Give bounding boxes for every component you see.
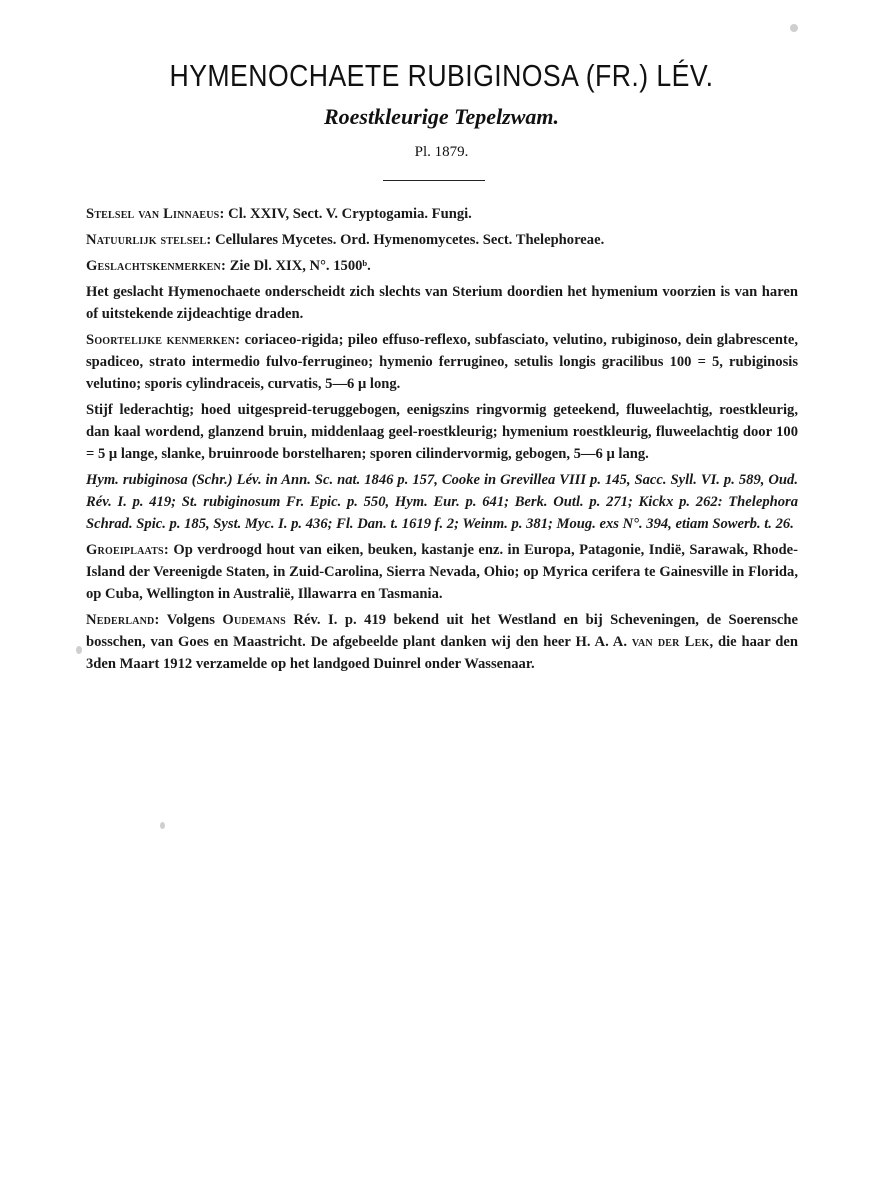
nederland-label: Nederland: bbox=[86, 612, 160, 628]
natuurlijk-label: Natuurlijk stelsel: bbox=[86, 232, 212, 248]
van-der-lek-name: van der Lek bbox=[631, 634, 710, 650]
page-title: HYMENOCHAETE RUBIGINOSA (FR.) LÉV. bbox=[169, 58, 714, 93]
oudemans-name: Oudemans bbox=[222, 612, 286, 628]
geslacht-label: Geslachtskenmerken: bbox=[86, 258, 227, 274]
plate-number: Pl. 1879. bbox=[414, 144, 469, 160]
references: Hym. rubiginosa (Schr.) Lév. in Ann. Sc. nat. 1846 p. 157, Cooke in Grevillea VIII p. 145, Sacc. Syll. VI. p. 589, Oud. Rév. I. p. 419; St. rubiginosum Fr. Epic. p. 550, Hym. Eur. p. 641; Berk. Outl. p. 271; Kickx p. 262: Thelephora Schrad. Spic. p. 185, Syst. Myc. I. p. 436; Fl. Dan. t. 1619 f. 2; Weinm. p. 381; Moug. exs N°. 394, etiam Sowerb. t. 26. bbox=[86, 472, 798, 532]
paper-speck bbox=[160, 822, 165, 829]
groei-paragraph bbox=[86, 539, 798, 605]
soort-text: coriaceo-rigida; pileo effuso-reflexo, subfasciato, velutino, rubiginoso, dein glabrescente, spadiceo, strato intermedio fulvo-ferrugineo; hymenio ferrugineo, setulis longis gracilibus 100 = 5, rubiginosis velutino; sporis cylindraceis, curvatis, 5—6 μ long. bbox=[86, 332, 798, 392]
geslacht-description: Het geslacht Hymenochaete onderscheidt zich slechts van Sterium doordien het hymenium voorzien is van haren of uitstekende zijdeachtige draden. bbox=[86, 284, 798, 322]
geslacht-text: Zie Dl. XIX, N°. 1500ᵇ. bbox=[226, 258, 371, 274]
natuurlijk-text: Cellulares Mycetes. Ord. Hymenomycetes. Sect. Thelephoreae. bbox=[211, 232, 605, 248]
groei-text: Op verdroogd hout van eiken, beuken, kastanje enz. in Europa, Patagonie, Indië, Sarawak, Rhode-Island der Vereenigde Staten, in Zuid-Carolina, Sierra Nevada, Ohio; op Myrica cerifera te Gainesville in Florida, op Cuba, Wellington in Australië, Illawarra en Tasmania. bbox=[86, 542, 798, 602]
stelsel-label: Stelsel van Linnaeus: bbox=[86, 206, 225, 222]
soort-label: Soortelijke kenmerken: bbox=[86, 332, 241, 348]
nederland-paragraph bbox=[86, 609, 798, 675]
paper-speck bbox=[76, 646, 82, 654]
stelsel-text: Cl. XXIV, Sect. V. Cryptogamia. Fungi. bbox=[224, 206, 472, 222]
divider bbox=[383, 180, 485, 181]
page-subtitle: Roestkleurige Tepelzwam. bbox=[323, 104, 560, 129]
natuurlijk-paragraph bbox=[86, 229, 798, 251]
nederland-text-1: Volgens bbox=[159, 612, 223, 628]
nederland-text-3: , die haar den 3den Maart 1912 verzamelde op het landgoed Duinrel onder Wassenaar. bbox=[86, 634, 798, 672]
geslacht-paragraph bbox=[86, 255, 798, 277]
soort-paragraph bbox=[86, 329, 798, 395]
body-text bbox=[86, 203, 798, 679]
stelsel-paragraph bbox=[86, 203, 798, 225]
nederland-text-2: Rév. I. p. 419 bekend uit het Westland en bij Scheveningen, de Soerensche bosschen, van Goes en Maastricht. De afgebeelde plant danken wij den heer H. A. A. bbox=[86, 612, 798, 650]
dutch-description: Stijf lederachtig; hoed uitgespreid-teruggebogen, eenigszins ringvormig geteekend, fluweelachtig, roestkleurig, dan kaal wordend, glanzend bruin, middenlaag geel-roestkleurig; hymenium roestkleurig, fluweelachtig door 100 = 5 μ lange, slanke, bruinroode borstelharen; sporen cilindervormig, gebogen, 5—6 μ lang. bbox=[86, 402, 798, 462]
paper-speck bbox=[790, 24, 798, 32]
groei-label: Groeiplaats: bbox=[86, 542, 169, 558]
